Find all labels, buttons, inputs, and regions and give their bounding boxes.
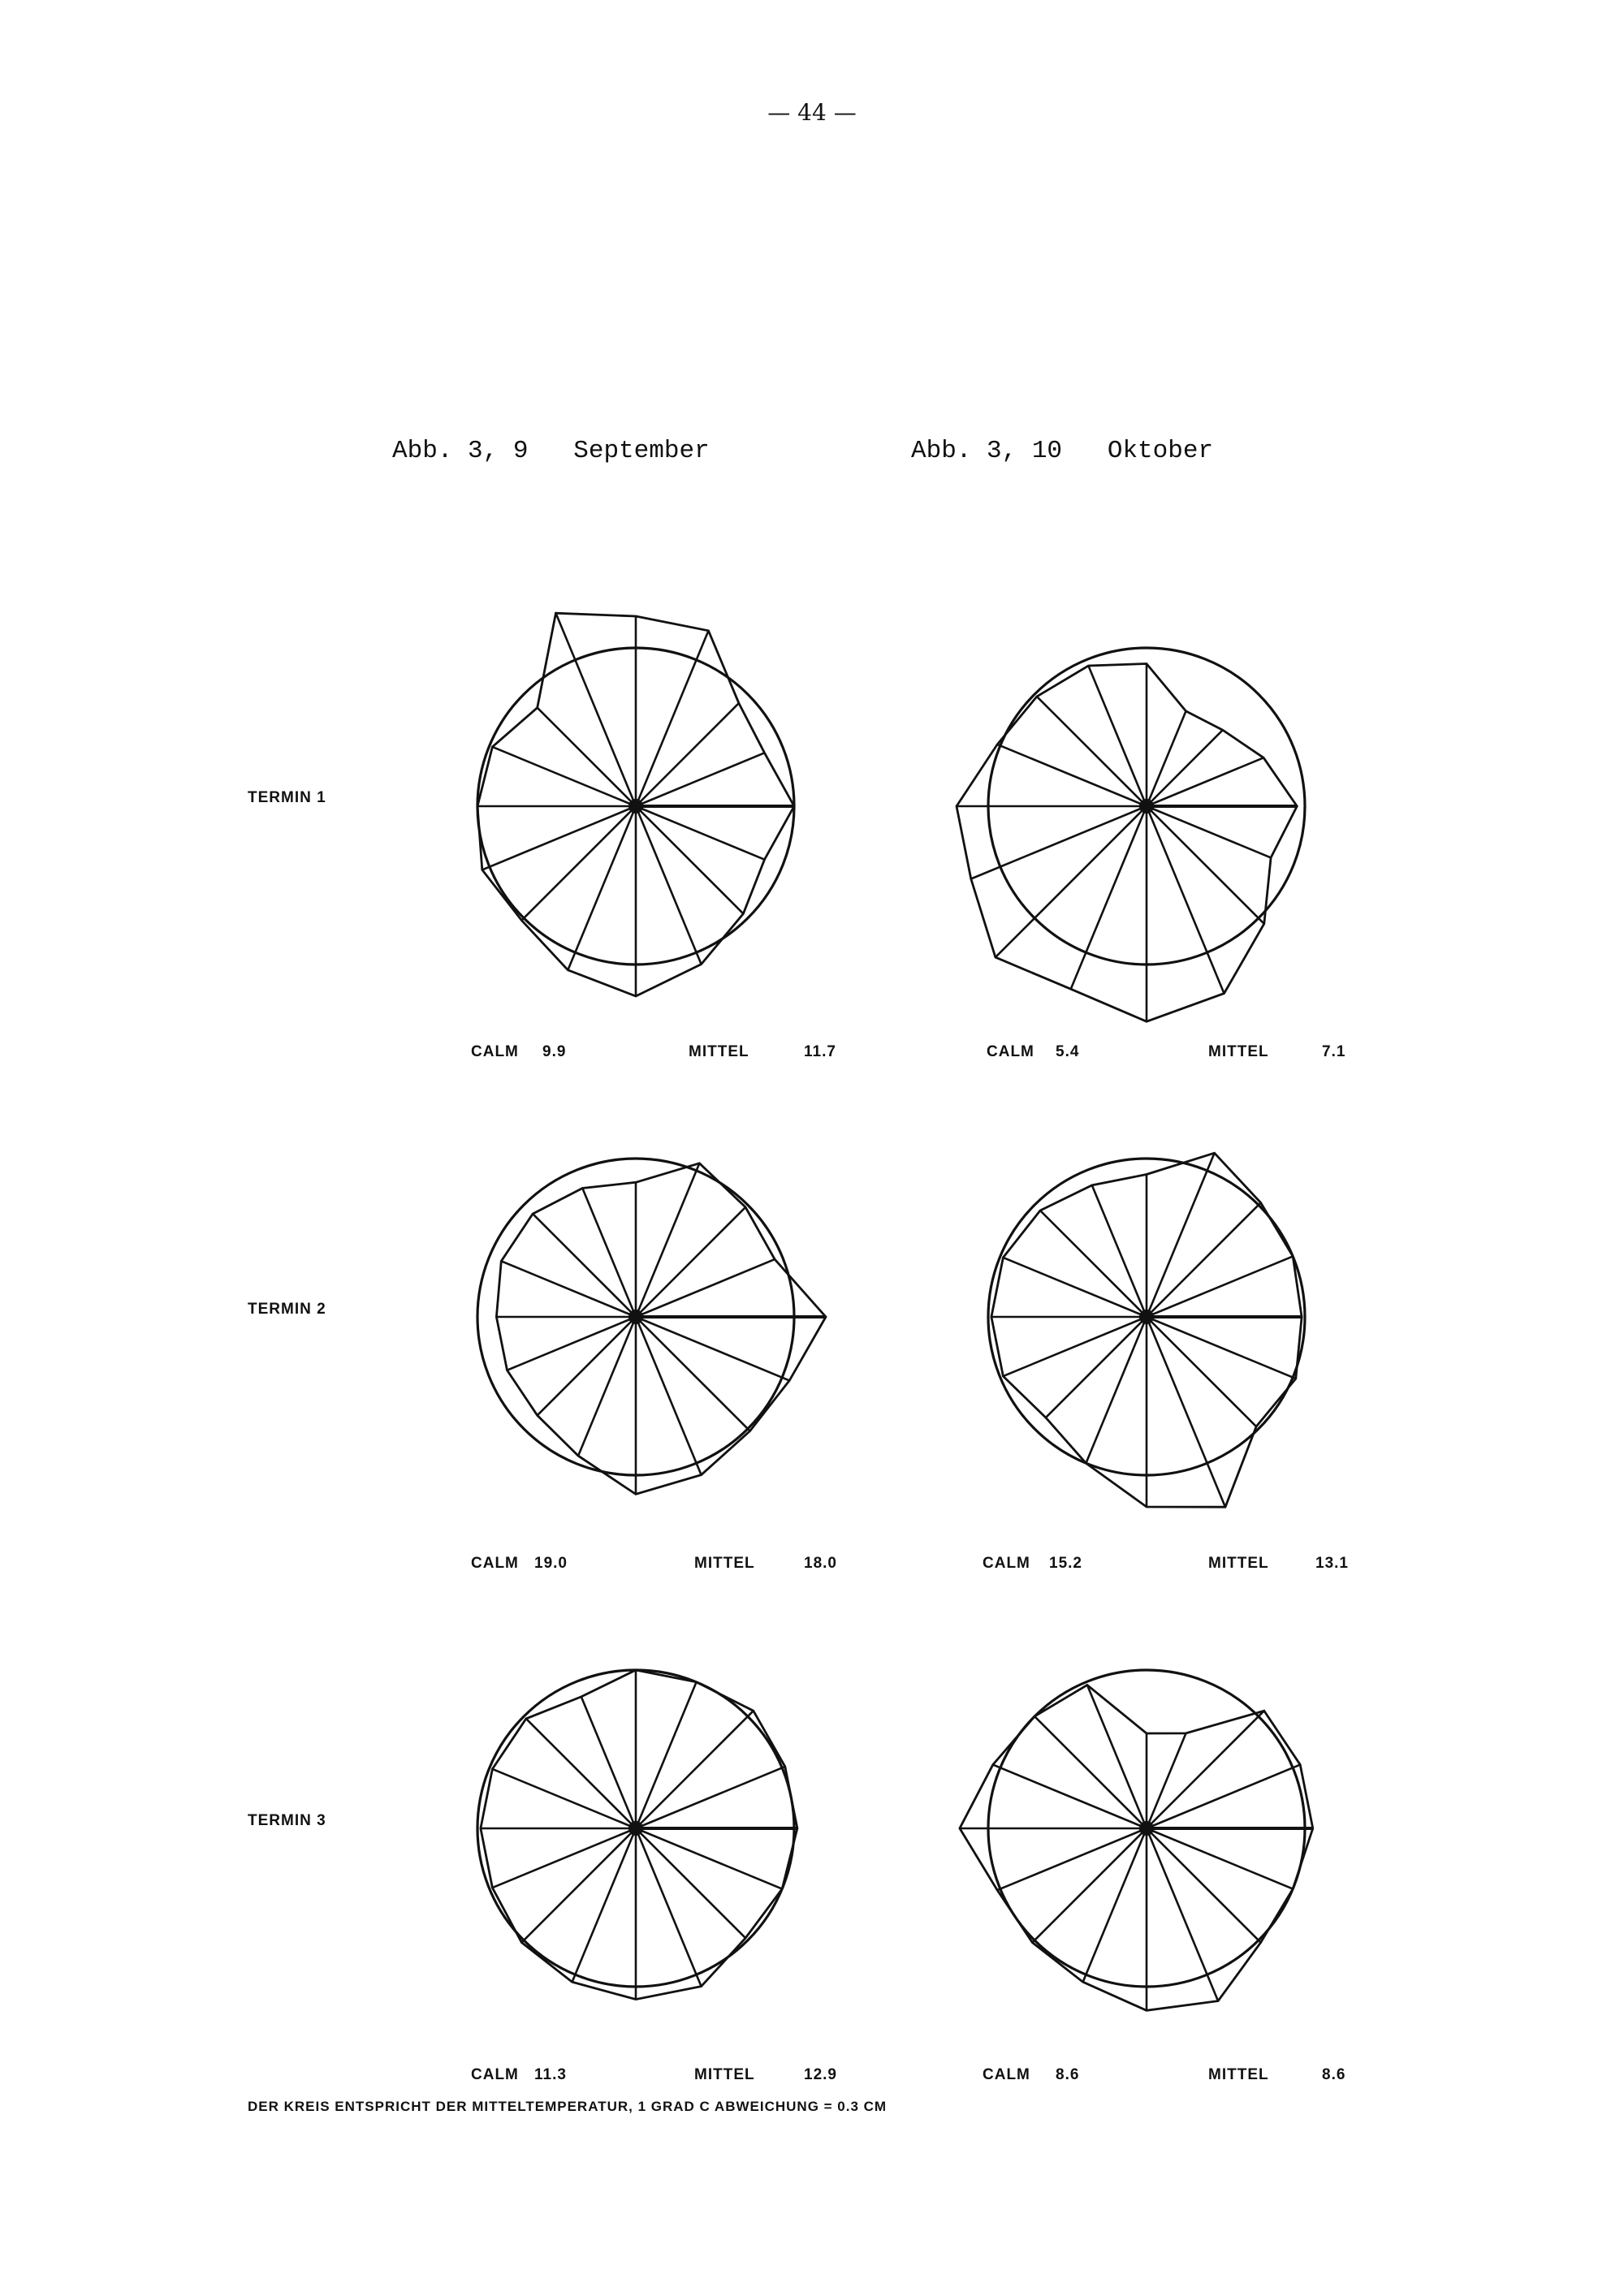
direction-spoke — [1147, 1202, 1261, 1317]
mean-label-1: MITTEL — [689, 1043, 749, 1060]
calm-label-1: CALM — [471, 1043, 519, 1060]
direction-spoke — [1046, 1317, 1147, 1418]
direction-spoke — [636, 1828, 745, 1938]
calm-label-5: CALM — [471, 2066, 519, 2083]
calm-value-1: 9.9 — [542, 1043, 567, 1060]
center-hub — [628, 1821, 643, 1836]
center-hub — [628, 1310, 643, 1324]
direction-spoke — [636, 1711, 754, 1828]
mean-value-1: 11.7 — [804, 1043, 836, 1060]
rose-chart-2 — [919, 579, 1374, 1034]
termin-label-2: TERMIN 2 — [248, 1301, 326, 1318]
month-left: September — [573, 437, 710, 465]
direction-spoke — [636, 806, 743, 913]
temperature-polygon — [496, 1163, 826, 1495]
direction-spoke — [521, 806, 636, 921]
mean-label-4: MITTEL — [1208, 1555, 1269, 1572]
figure-number-right: Abb. 3, 10 — [911, 437, 1063, 465]
mean-label-5: MITTEL — [694, 2066, 755, 2083]
direction-spoke — [1147, 1828, 1261, 1943]
mean-value-5: 12.9 — [804, 2066, 837, 2083]
direction-spoke — [1032, 1828, 1147, 1943]
calm-value-6: 8.6 — [1056, 2066, 1080, 2083]
calm-value-3: 19.0 — [534, 1555, 568, 1572]
calm-label-6: CALM — [983, 2066, 1030, 2083]
calm-label-2: CALM — [987, 1043, 1034, 1060]
center-hub — [1139, 1821, 1154, 1836]
mean-value-2: 7.1 — [1322, 1043, 1346, 1060]
rose-chart-4 — [919, 1090, 1374, 1544]
direction-spoke — [533, 1214, 636, 1317]
direction-spoke — [1147, 730, 1223, 806]
direction-spoke — [1147, 806, 1264, 924]
direction-spoke — [526, 1719, 636, 1828]
calm-value-2: 5.4 — [1056, 1043, 1080, 1060]
calm-label-4: CALM — [983, 1555, 1030, 1572]
direction-spoke — [1034, 1716, 1147, 1828]
mean-value-6: 8.6 — [1322, 2066, 1346, 2083]
center-hub — [1139, 1310, 1154, 1324]
rose-chart-6 — [919, 1601, 1374, 2056]
figure-number-left: Abb. 3, 9 — [392, 437, 529, 465]
rose-chart-1 — [408, 579, 863, 1034]
direction-spoke — [996, 806, 1147, 957]
direction-spoke — [636, 1207, 745, 1317]
center-hub — [1139, 799, 1154, 814]
direction-spoke — [636, 1317, 750, 1431]
mean-label-6: MITTEL — [1208, 2066, 1269, 2083]
temperature-polygon — [960, 1685, 1313, 2010]
direction-spoke — [1147, 1317, 1256, 1426]
calm-value-4: 15.2 — [1049, 1555, 1082, 1572]
rose-chart-3 — [408, 1090, 863, 1544]
temperature-polygon — [957, 664, 1297, 1022]
footnote: DER KREIS ENTSPRICHT DER MITTELTEMPERATUR, 1 GRAD C ABWEICHUNG = 0.3 CM — [248, 2099, 888, 2114]
direction-spoke — [636, 703, 739, 806]
direction-spoke — [1037, 697, 1147, 806]
page-number: — 44 — — [767, 99, 857, 126]
rose-chart-5 — [408, 1601, 863, 2056]
direction-spoke — [538, 1317, 636, 1415]
mean-value-3: 18.0 — [804, 1555, 837, 1572]
mean-label-2: MITTEL — [1208, 1043, 1269, 1060]
calm-label-3: CALM — [471, 1555, 519, 1572]
calm-value-5: 11.3 — [534, 2066, 567, 2083]
direction-spoke — [1040, 1211, 1147, 1317]
heading-right — [911, 437, 1213, 465]
center-hub — [628, 799, 643, 814]
mean-value-4: 13.1 — [1315, 1555, 1349, 1572]
month-right: Oktober — [1107, 437, 1214, 465]
termin-label-1: TERMIN 1 — [248, 789, 326, 806]
direction-spoke — [521, 1828, 636, 1943]
direction-spoke — [538, 708, 636, 806]
termin-label-3: TERMIN 3 — [248, 1812, 326, 1829]
mean-label-3: MITTEL — [694, 1555, 755, 1572]
heading-left — [392, 437, 710, 465]
